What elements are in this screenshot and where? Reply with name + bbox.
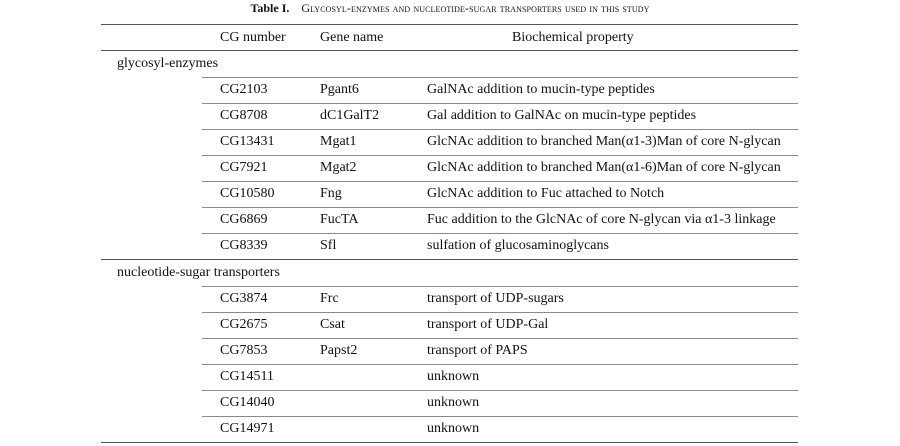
row-property: GlcNAc addition to Fuc attached to Notch (427, 186, 665, 201)
row-rule (202, 77, 798, 78)
row-cg-number: CG7853 (220, 343, 268, 358)
row-cg-number: CG7921 (220, 160, 268, 175)
group-glycosyl-enzymes: glycosyl-enzymes (117, 56, 219, 71)
row-gene-name: Mgat2 (320, 160, 357, 175)
row-cg-number: CG14971 (220, 421, 275, 436)
row-gene-name: Pgant6 (320, 82, 359, 97)
row-property: Fuc addition to the GlcNAc of core N-glycan via α1-3 linkage (427, 212, 776, 227)
row-rule (202, 207, 798, 208)
row-cg-number: CG14040 (220, 395, 275, 410)
row-rule (202, 416, 798, 417)
row-rule (202, 312, 798, 313)
row-cg-number: CG2675 (220, 317, 268, 332)
header-cg-number: CG number (220, 30, 286, 45)
row-rule (202, 129, 798, 130)
row-property: transport of UDP-Gal (427, 317, 549, 332)
header-rule (101, 50, 798, 51)
header-gene-name: Gene name (320, 30, 384, 45)
group-rule (101, 259, 798, 260)
row-gene-name: Mgat1 (320, 134, 357, 149)
row-property: Gal addition to GalNAc on mucin-type peptides (427, 108, 697, 123)
table-title: Glycosyl-enzymes and nucleotide-sugar transporters used in this study (301, 1, 650, 15)
row-gene-name: Csat (320, 317, 345, 332)
row-gene-name: FucTA (320, 212, 359, 227)
row-property: GlcNAc addition to branched Man(α1-6)Man of core N-glycan (427, 160, 781, 175)
table-caption (0, 1, 900, 16)
row-cg-number: CG13431 (220, 134, 275, 149)
row-gene-name: dC1GalT2 (320, 108, 380, 123)
row-rule (202, 338, 798, 339)
row-cg-number: CG6869 (220, 212, 268, 227)
row-rule (202, 364, 798, 365)
row-property: unknown (427, 395, 480, 410)
row-rule (202, 103, 798, 104)
row-cg-number: CG8339 (220, 238, 268, 253)
row-rule (202, 286, 798, 287)
row-rule (202, 233, 798, 234)
row-property: GlcNAc addition to branched Man(α1-3)Man of core N-glycan (427, 134, 781, 149)
row-cg-number: CG14511 (220, 369, 274, 384)
row-cg-number: CG2103 (220, 82, 268, 97)
row-cg-number: CG10580 (220, 186, 275, 201)
row-rule (202, 155, 798, 156)
row-rule (202, 390, 798, 391)
bottom-rule (101, 442, 798, 443)
row-cg-number: CG8708 (220, 108, 268, 123)
row-property: unknown (427, 369, 480, 384)
row-property: unknown (427, 421, 480, 436)
row-rule (202, 181, 798, 182)
row-gene-name: Frc (320, 291, 339, 306)
row-property: transport of PAPS (427, 343, 528, 358)
row-gene-name: Sfl (320, 238, 337, 253)
row-property: transport of UDP-sugars (427, 291, 564, 306)
top-rule (101, 24, 798, 25)
row-property: GalNAc addition to mucin-type peptides (427, 82, 655, 97)
group-nucleotide-sugar-transporters: nucleotide-sugar transporters (117, 265, 280, 280)
row-cg-number: CG3874 (220, 291, 268, 306)
row-gene-name: Papst2 (320, 343, 358, 358)
header-biochemical-property: Biochemical property (512, 30, 634, 45)
row-property: sulfation of glucosaminoglycans (427, 238, 609, 253)
row-gene-name: Fng (320, 186, 342, 201)
table-label: Table I. (250, 1, 290, 15)
